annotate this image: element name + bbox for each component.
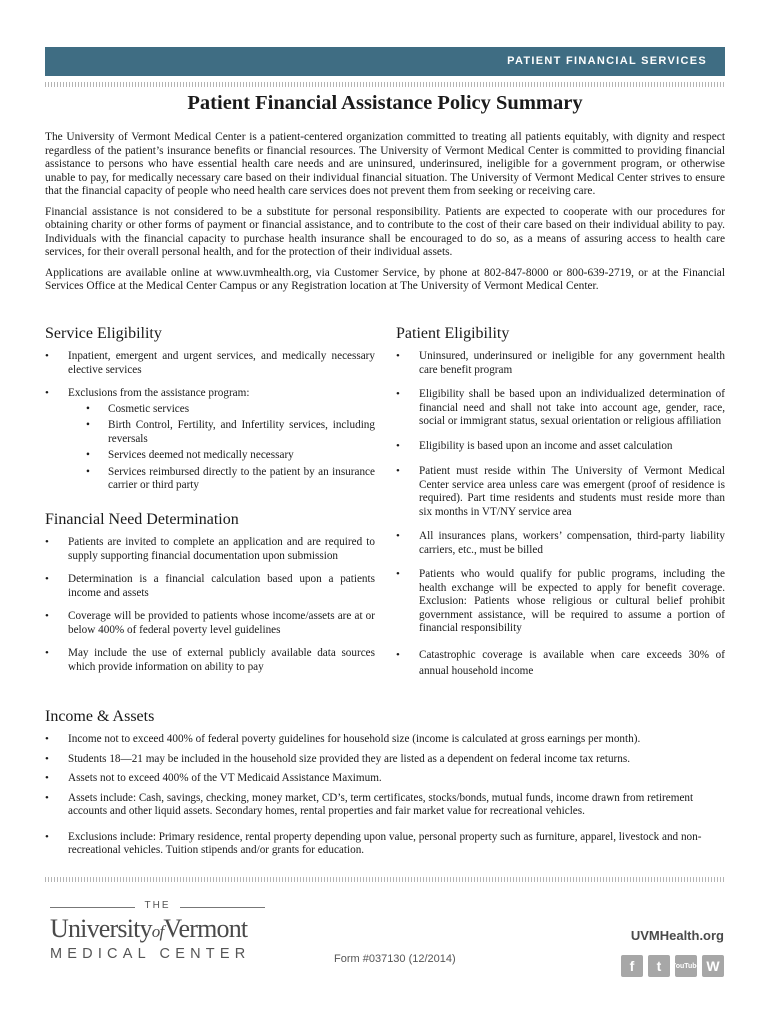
intro-paragraph: Applications are available online at www.uvmhealth.org, via Customer Service, by phone at 802-847-8000 or 800-639-2719, or at the Financial Services Office at the Medical Center Campus or any Registration location at The University of Vermont Medical Center. bbox=[45, 266, 725, 292]
logo-of: of bbox=[151, 922, 164, 941]
logo-university: University bbox=[50, 914, 152, 943]
income-assets-section bbox=[45, 707, 725, 864]
list-item: • Patients who would qualify for public programs, including the health exchange will be expected to apply for benefit coverage. Exclusion: Patients whose religious or cultural belief prohibit government assistance, will be required to assume a portion of financial responsibility bbox=[396, 568, 725, 636]
dotted-divider-top bbox=[45, 82, 725, 87]
uvm-medical-center-logo bbox=[50, 900, 270, 970]
logo-vermont: Vermont bbox=[163, 914, 248, 943]
youtube-tube: Tube bbox=[684, 962, 701, 970]
header-banner bbox=[45, 47, 725, 76]
wordpress-icon[interactable]: W bbox=[702, 955, 724, 977]
youtube-you: You bbox=[671, 962, 685, 970]
patient-eligibility-section bbox=[396, 324, 725, 689]
list-item: • May include the use of external publicly available data sources which provide information on ability to pay bbox=[45, 647, 375, 674]
list-item: • All insurances plans, workers’ compensation, third-party liability carriers, etc., must be billed bbox=[396, 530, 725, 557]
list-item: • Assets include: Cash, savings, checking, money market, CD’s, term certificates, stocks/bonds, mutual funds, income drawn from retirement accounts and other liquid assets. Secondary homes, rental properties and fair market value for recreational vehicles. bbox=[45, 792, 725, 819]
list-item: • Students 18—21 may be included in the household size provided they are listed as a dependent on federal income tax returns. bbox=[45, 753, 725, 767]
facebook-icon[interactable]: f bbox=[621, 955, 643, 977]
sub-list-item: • Services reimbursed directly to the patient by an insurance carrier or third party bbox=[86, 466, 375, 493]
sub-list-item: • Services deemed not medically necessary bbox=[86, 449, 375, 463]
section-heading: Income & Assets bbox=[45, 708, 155, 725]
list-item: • Patient must reside within The University of Vermont Medical Center service area unless care was emergent (proof of residence is required). Part time residents and students must reside more than six months in VT/NY service area bbox=[396, 465, 725, 519]
list-item-label: Exclusions from the assistance program: bbox=[68, 387, 250, 399]
list-item: • Income not to exceed 400% of federal poverty guidelines for household size (income is calculated at gross earnings per month). bbox=[45, 733, 725, 747]
list-item: • Patients are invited to complete an application and are required to supply supporting financial documentation upon submission bbox=[45, 536, 375, 563]
page-title: Patient Financial Assistance Policy Summary bbox=[187, 92, 583, 114]
list-item: • Eligibility shall be based upon an individualized determination of financial need and shall not take into account age, gender, race, social or immigrant status, sexual orientation or religious affiliation bbox=[396, 388, 725, 429]
list-item: • Exclusions include: Primary residence, rental property depending upon value, personal property such as furniture, apparel, livestock and non-recreational vehicles. Tuition stipends and/or grants for education. bbox=[45, 831, 725, 858]
logo-the: THE bbox=[50, 900, 265, 914]
list-item: • Determination is a financial calculation based upon a patients income and assets bbox=[45, 573, 375, 600]
list-item bbox=[45, 387, 375, 493]
list-item: • Uninsured, underinsured or ineligible for any government health care benefit program bbox=[396, 350, 725, 377]
list-item: • Eligibility is based upon an income and asset calculation bbox=[396, 440, 725, 454]
dotted-divider-bottom bbox=[45, 877, 725, 882]
intro-paragraph: Financial assistance is not considered to be a substitute for personal responsibility. Patients are expected to cooperate with our procedures for obtaining charity or other forms of payment or financial assistance, and to contribute to the cost of their care based on their individual ability to pay. Individuals with the financial capacity to purchase health insurance shall be encouraged to do so, as a means of assuring access to health care services, for their overall personal health, and for the protection of their individual assets. bbox=[45, 205, 725, 258]
list-item: • Catastrophic coverage is available when care exceeds 30% of annual household income bbox=[396, 647, 725, 679]
social-links bbox=[621, 955, 724, 977]
banner-label: PATIENT FINANCIAL SERVICES bbox=[507, 55, 707, 67]
service-eligibility-section bbox=[45, 324, 375, 503]
section-heading: Patient Eligibility bbox=[396, 325, 510, 342]
twitter-icon[interactable]: t bbox=[648, 955, 670, 977]
website-link[interactable]: UVMHealth.org bbox=[630, 928, 724, 943]
financial-need-section bbox=[45, 510, 375, 684]
logo-medical-center: MEDICAL CENTER bbox=[50, 946, 251, 962]
sub-list-item: • Birth Control, Fertility, and Infertility services, including reversals bbox=[86, 419, 375, 446]
list-item: • Coverage will be provided to patients whose income/assets are at or below 400% of federal poverty level guidelines bbox=[45, 610, 375, 637]
sub-list-item: • Cosmetic services bbox=[86, 403, 375, 417]
logo-wordmark bbox=[50, 914, 247, 944]
section-heading: Service Eligibility bbox=[45, 325, 162, 342]
list-item: • Inpatient, emergent and urgent services, and medically necessary elective services bbox=[45, 350, 375, 377]
intro-paragraph: The University of Vermont Medical Center is a patient-centered organization committed to treating all patients equitably, with dignity and respect regardless of the patient’s insurance benefits or financial resources. The University of Vermont Medical Center is committed to providing financial assistance to persons who have essential health care needs and are uninsured, underinsured, ineligible for a government program, or otherwise unable to pay, for medically necessary care based on their individual financial situation. The University of Vermont Medical Center strives to ensure that the financial capacity of people who need health care services does not prevent them from seeking or receiving care. bbox=[45, 131, 725, 197]
list-item: • Assets not to exceed 400% of the VT Medicaid Assistance Maximum. bbox=[45, 772, 725, 786]
form-number: Form #037130 (12/2014) bbox=[334, 953, 456, 965]
section-heading: Financial Need Determination bbox=[45, 511, 239, 528]
youtube-icon[interactable] bbox=[671, 955, 701, 977]
intro-section bbox=[45, 131, 725, 301]
